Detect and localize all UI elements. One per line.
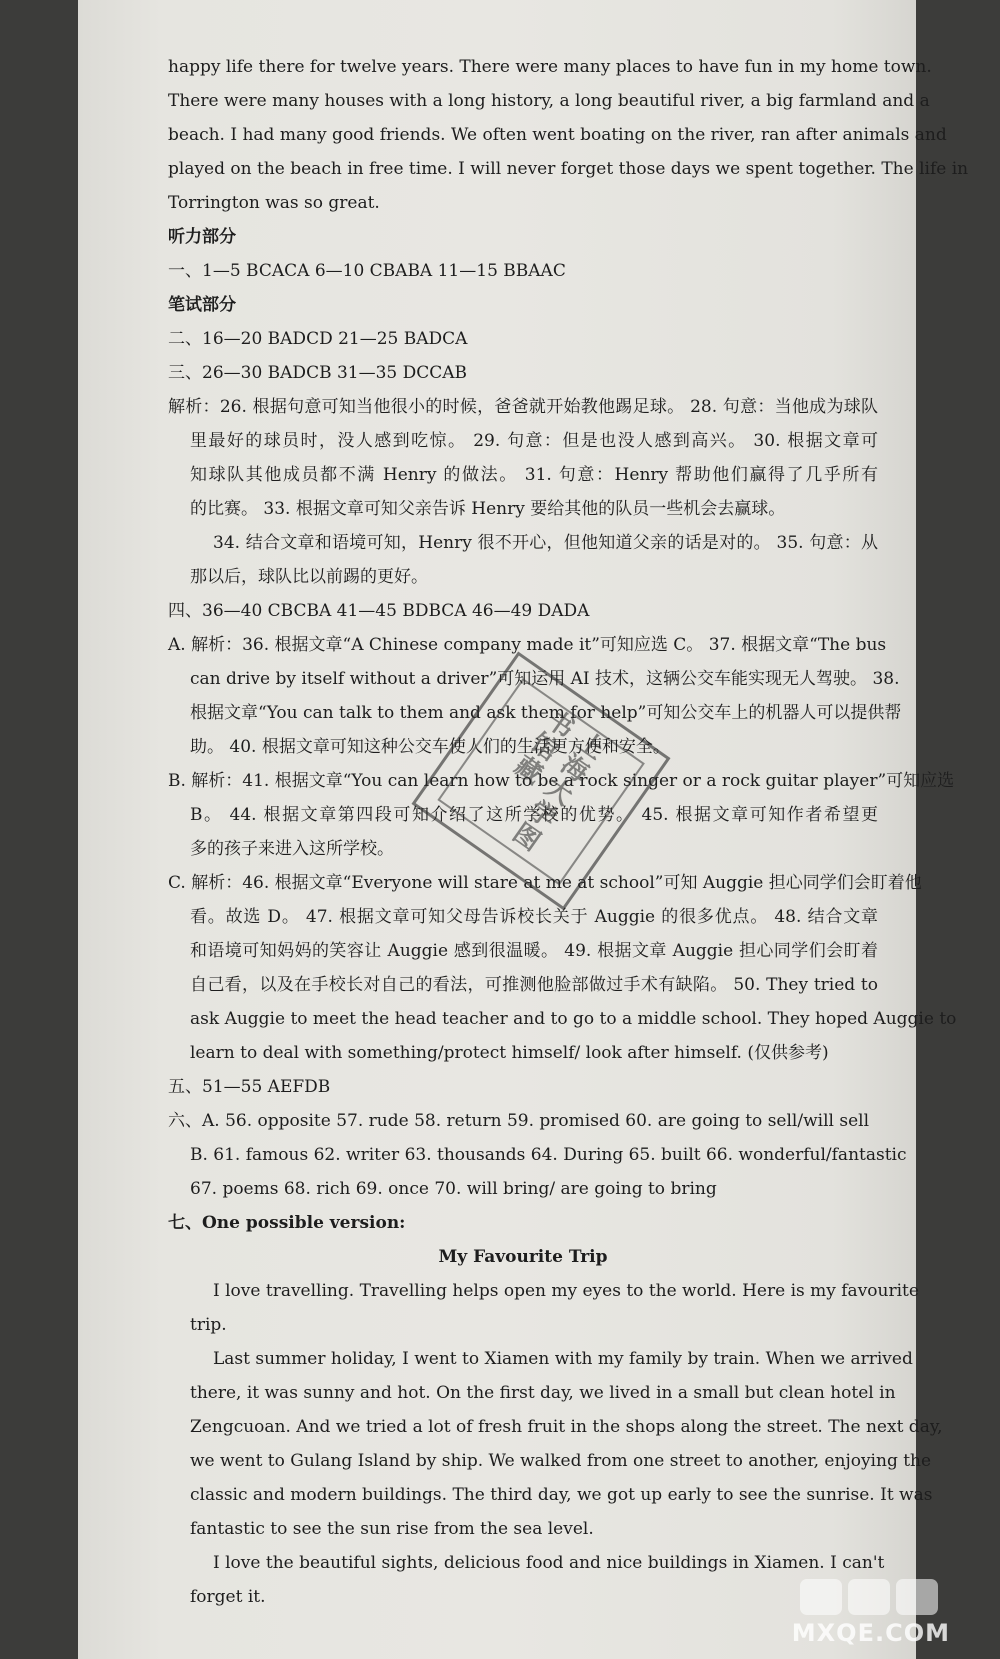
essay-line: we went to Gulang Island by ship. We walked from one street to another, enjoying the	[190, 1451, 932, 1471]
essay-line: I love travelling. Travelling helps open my eyes to the world. Here is my favourite	[213, 1281, 919, 1301]
explanation-line: C. 解析：46. 根据文章“Everyone will stare at me at school”可知 Auggie 担心同学们会盯着他	[168, 873, 922, 893]
essay-line: Zengcuoan. And we tried a lot of fresh fruit in the shops along the street. The next day,	[190, 1417, 943, 1437]
text-line: played on the beach in free time. I will never forget those days we spent together. The life in	[168, 159, 969, 179]
answer-line: 三、26—30 BADCB 31—35 DCCAB	[168, 363, 468, 383]
explanation-line: B. 解析：41. 根据文章“You can learn how to be a rock singer or a rock guitar player”可知应选	[168, 771, 955, 791]
answer-line: 四、36—40 CBCBA 41—45 BDBCA 46—49 DADA	[168, 601, 590, 621]
explanation-line: learn to deal with something/protect himself/ look after himself. (仅供参考)	[190, 1043, 829, 1063]
explanation-line: 里最好的球员时，没人感到吃惊。 29. 句意：但是也没人感到高兴。 30. 根据文章可	[190, 431, 878, 451]
explanation-line: 的比赛。 33. 根据文章可知父亲告诉 Henry 要给其他的队员一些机会去赢球。	[190, 499, 786, 519]
section-heading-writing: 七、One possible version:	[168, 1213, 406, 1233]
stamp-text: 上海大学图书馆藏	[437, 677, 645, 885]
explanation-line: 助。 40. 根据文章可知这种公交车使人们的生活更方便和安全。	[190, 737, 670, 757]
explanation-line: ask Auggie to meet the head teacher and to go to a middle school. They hoped Auggie to	[190, 1009, 957, 1029]
section-heading-listening: 听力部分	[168, 227, 236, 247]
answer-line: B. 61. famous 62. writer 63. thousands 64. During 65. built 66. wonderful/fantastic	[190, 1145, 907, 1165]
explanation-line: can drive by itself without a driver”可知运用 AI 技术，这辆公交车能实现无人驾驶。 38.	[190, 669, 900, 689]
explanation-line: A. 解析：36. 根据文章“A Chinese company made it”可知应选 C。 37. 根据文章“The bus	[168, 635, 887, 655]
explanation-line: 34. 结合文章和语境可知，Henry 很不开心，但他知道父亲的话是对的。 35. 句意：从	[213, 533, 878, 553]
explanation-line: 多的孩子来进入这所学校。	[190, 839, 394, 859]
answer-page	[78, 0, 969, 1659]
text-line: beach. I had many good friends. We often went boating on the river, ran after animals and	[168, 125, 947, 145]
answer-line: 一、1—5 BCACA 6—10 CBABA 11—15 BBAAC	[168, 261, 566, 281]
watermark-text: MXQE.COM	[791, 1619, 950, 1647]
explanation-line: B。 44. 根据文章第四段可知介绍了这所学校的优势。 45. 根据文章可知作者希望更	[190, 805, 878, 825]
essay-line: forget it.	[190, 1587, 266, 1607]
text-line: There were many houses with a long history, a long beautiful river, a big farmland and a	[168, 91, 930, 111]
explanation-line: 根据文章“You can talk to them and ask them for help”可知公交车上的机器人可以提供帮	[190, 703, 902, 723]
essay-line: trip.	[190, 1315, 227, 1335]
explanation-line: 解析：26. 根据句意可知当他很小的时候，爸爸就开始教他踢足球。 28. 句意：当他成为球队	[168, 397, 878, 417]
explanation-line: 自己看，以及在手校长对自己的看法，可推测他脸部做过手术有缺陷。 50. They tried to	[190, 975, 878, 995]
essay-line: Last summer holiday, I went to Xiamen with my family by train. When we arrived	[213, 1349, 913, 1369]
text-line: Torrington was so great.	[168, 193, 380, 213]
section-heading-written: 笔试部分	[168, 295, 236, 315]
essay-title: My Favourite Trip	[438, 1247, 608, 1267]
essay-line: I love the beautiful sights, delicious food and nice buildings in Xiamen. I can't	[213, 1553, 885, 1573]
essay-line: classic and modern buildings. The third day, we got up early to see the sunrise. It was	[190, 1485, 933, 1505]
explanation-line: 知球队其他成员都不满 Henry 的做法。 31. 句意：Henry 帮助他们赢得了几乎所有	[190, 465, 878, 485]
essay-line: there, it was sunny and hot. On the first day, we lived in a small but clean hotel in	[190, 1383, 896, 1403]
essay-line: fantastic to see the sun rise from the sea level.	[190, 1519, 594, 1539]
answer-line: 67. poems 68. rich 69. once 70. will bring/ are going to bring	[190, 1179, 717, 1199]
explanation-line: 和语境可知妈妈的笑容让 Auggie 感到很温暖。 49. 根据文章 Auggie 担心同学们会盯着	[190, 941, 878, 961]
explanation-line: 看。故选 D。 47. 根据文章可知父母告诉校长关于 Auggie 的很多优点。 48. 结合文章	[190, 907, 878, 927]
site-watermark	[760, 1573, 960, 1651]
answer-line: 二、16—20 BADCD 21—25 BADCA	[168, 329, 468, 349]
answer-line: 六、A. 56. opposite 57. rude 58. return 59. promised 60. are going to sell/will sell	[168, 1111, 870, 1131]
text-line: happy life there for twelve years. There were many places to have fun in my home town.	[168, 57, 932, 77]
explanation-line: 那以后，球队比以前踢的更好。	[190, 567, 428, 587]
answer-line: 五、51—55 AEFDB	[168, 1077, 331, 1097]
